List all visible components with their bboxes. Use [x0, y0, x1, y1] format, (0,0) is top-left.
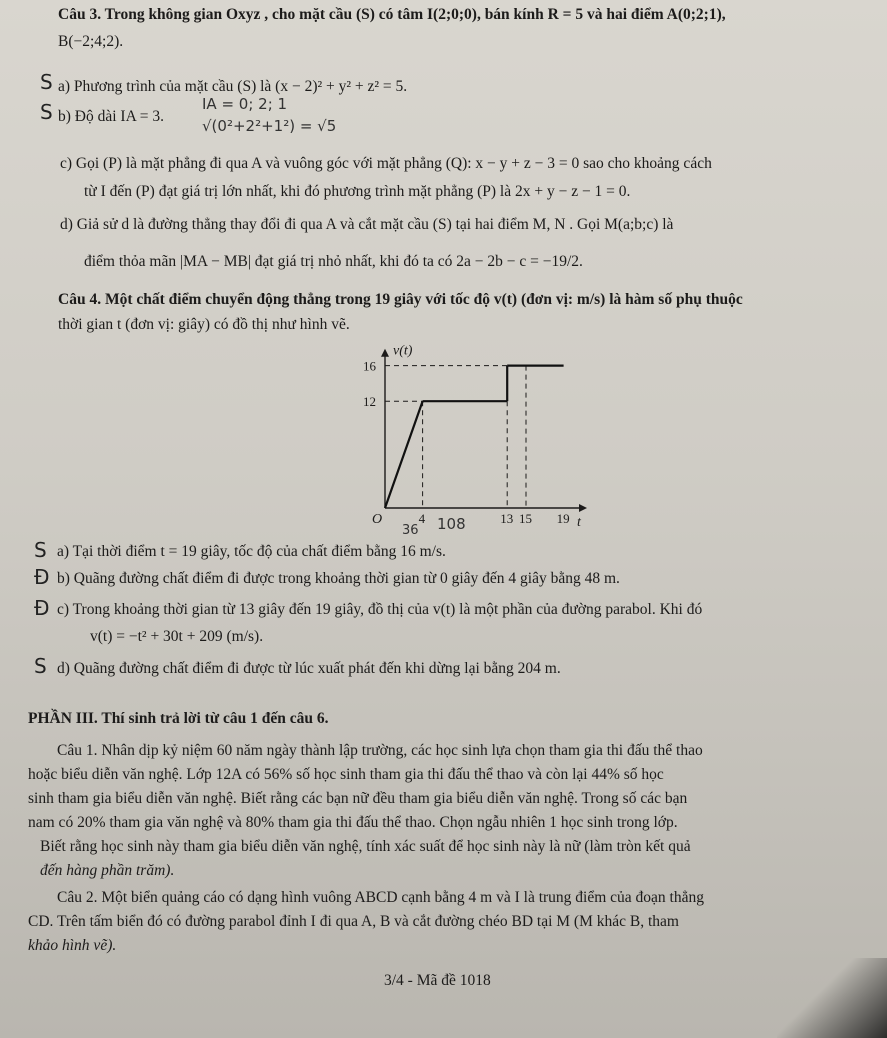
part3-q1-line4: nam có 20% tham gia văn nghệ và 80% tham gia thi đấu thể thao. Chọn ngẫu nhiên 1 học sinh trong lớp. [28, 814, 678, 831]
page-footer: 3/4 - Mã đề 1018 [384, 972, 491, 989]
q4-statement-b: b) Quãng đường chất điểm đi được trong khoảng thời gian từ 0 giây đến 4 giây bằng 48 m. [57, 570, 620, 587]
q4-statement-c-line1: c) Trong khoảng thời gian từ 13 giây đến 19 giây, đồ thị của v(t) là một phần của đường parabol. Khi đó [57, 601, 703, 618]
q3-stem-line1: Câu 3. Trong không gian Oxyz , cho mặt cầu (S) có tâm I(2;0;0), bán kính R = 5 và hai điểm A(0;2;1), [58, 6, 726, 23]
part3-heading: PHẦN III. Thí sinh trả lời từ câu 1 đến câu 6. [28, 710, 329, 727]
handwritten-note: 108 [437, 515, 466, 533]
y-axis-arrow [381, 349, 389, 357]
part3-q1-line5: Biết rằng học sinh này tham gia biểu diễn văn nghệ, tính xác suất để học sinh này là nữ (làm tròn kết quả [40, 838, 691, 855]
check-mark-icon: Đ [34, 596, 50, 620]
x-tick-label: 13 [500, 511, 514, 526]
q4-statement-c-line2: v(t) = −t² + 30t + 209 (m/s). [90, 628, 264, 645]
q3-statement-b: b) Độ dài IA = 3. [58, 108, 165, 125]
y-axis-label: v(t) [393, 343, 413, 359]
origin-label: O [372, 512, 383, 527]
q4-stem-line1: Câu 4. Một chất điểm chuyển động thẳng trong 19 giây với tốc độ v(t) (đơn vị: m/s) là hàm số phụ thuộc [58, 291, 743, 308]
part3-q2-line3: khảo hình vẽ). [28, 937, 117, 954]
y-tick-label: 16 [363, 358, 376, 374]
q3-statement-c-line1: c) Gọi (P) là mặt phẳng đi qua A và vuông góc với mặt phẳng (Q): x − y + z − 3 = 0 sao cho khoảng cách [60, 155, 712, 172]
part3-q2-line1: Câu 2. Một biển quảng cáo có dạng hình vuông ABCD cạnh bằng 4 m và I là trung điểm của đoạn thẳng [57, 889, 704, 906]
q4-statement-d: d) Quãng đường chất điểm đi được từ lúc xuất phát đến khi dừng lại bằng 204 m. [57, 660, 561, 677]
part3-q2-line2: CD. Trên tấm biển đó có đường parabol đỉnh I đi qua A, B và cắt đường chéo BD tại M (M khác B, tham [28, 913, 679, 930]
x-tick-label: 15 [519, 511, 532, 526]
q3-statement-c-line2: từ I đến (P) đạt giá trị lớn nhất, khi đó phương trình mặt phẳng (P) là 2x + y − z − 1 = 0. [84, 183, 631, 200]
check-mark-icon: Đ [34, 565, 50, 589]
part3-q1-line3: sinh tham gia biểu diễn văn nghệ. Biết rằng các bạn nữ đều tham gia biểu diễn văn nghệ. Trong số các bạn [28, 790, 688, 807]
q4-stem-line2: thời gian t (đơn vị: giây) có đồ thị như hình vẽ. [58, 316, 350, 333]
x-tick-label: 4 [418, 511, 426, 526]
handwritten-note: √(0²+2²+1²) = √5 [202, 117, 337, 135]
check-mark-icon: S [34, 538, 47, 562]
part3-q1-line1: Câu 1. Nhân dịp kỷ niệm 60 năm ngày thành lập trường, các học sinh lựa chọn tham gia thi đấu thể thao [57, 742, 703, 759]
velocity-time-graph [355, 340, 595, 535]
check-mark-icon: S [40, 70, 53, 94]
q3-statement-d-line1: d) Giả sử d là đường thẳng thay đổi đi qua A và cắt mặt cầu (S) tại hai điểm M, N . Gọi M(a;b;c) là [60, 216, 674, 233]
x-axis-arrow [579, 504, 587, 512]
y-tick-label: 12 [363, 394, 376, 410]
handwritten-note: 36 [402, 523, 419, 538]
q3-statement-d-line2: điểm thỏa mãn |MA − MB| đạt giá trị nhỏ nhất, khi đó ta có 2a − 2b − c = −19/2. [84, 253, 583, 270]
x-tick-label: 19 [556, 511, 570, 526]
graph-segment [385, 401, 423, 508]
part3-q1-line2: hoặc biểu diễn văn nghệ. Lớp 12A có 56% số học sinh tham gia thi đấu thể thao và còn lại 44% số học [28, 766, 664, 783]
q4-statement-a: a) Tại thời điểm t = 19 giây, tốc độ của chất điểm bằng 16 m/s. [57, 543, 446, 560]
q3-stem-line2: B(−2;4;2). [58, 33, 124, 50]
check-mark-icon: S [34, 654, 47, 678]
x-axis-label: t [577, 515, 581, 530]
q3-statement-a: a) Phương trình của mặt cầu (S) là (x − 2)² + y² + z² = 5. [58, 78, 408, 95]
photo-shadow [777, 958, 887, 1038]
handwritten-note: IA = 0; 2; 1 [202, 95, 288, 113]
part3-q1-line6: đến hàng phần trăm). [40, 862, 175, 879]
check-mark-icon: S [40, 100, 53, 124]
